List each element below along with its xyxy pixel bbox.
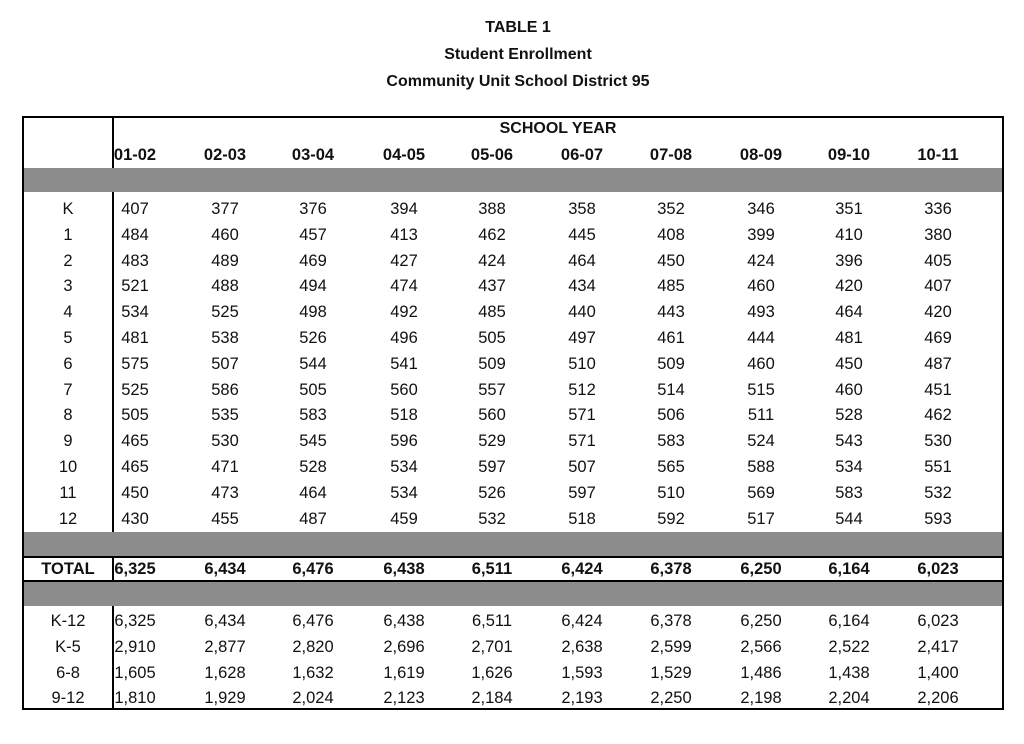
table-cell: 459 (390, 509, 418, 528)
table-cell: 377 (211, 200, 239, 218)
table-cell: 528 (835, 406, 863, 425)
table-cell: 2,193 (561, 689, 603, 708)
table-cell: 388 (478, 200, 506, 218)
table-cell: 544 (299, 354, 327, 373)
table-cell: 1,438 (828, 663, 870, 682)
table-cell: 6,424 (561, 612, 603, 630)
table-cell: 6,476 (292, 560, 334, 578)
table-cell: 460 (747, 277, 775, 296)
table-cell: 420 (924, 303, 952, 322)
grade-row (24, 402, 1002, 428)
table-cell: 525 (121, 380, 149, 399)
table-cell: 358 (568, 200, 596, 218)
table-cell: 2,701 (471, 637, 513, 656)
table-cell: 521 (121, 277, 149, 296)
table-cell: 460 (747, 354, 775, 373)
column-header: 07-08 (649, 146, 693, 164)
column-header: 09-10 (827, 146, 871, 164)
table-cell: 1,400 (917, 663, 959, 682)
table-cell: 525 (211, 303, 239, 322)
table-cell: 526 (478, 483, 506, 502)
table-cell: 471 (211, 458, 239, 476)
row-label: 8 (63, 406, 73, 425)
table-cell: 517 (747, 509, 775, 528)
table-cell: 351 (835, 200, 863, 218)
table-cell: 464 (568, 251, 596, 270)
table-cell: 6,023 (917, 560, 959, 578)
table-cell: 427 (390, 251, 418, 270)
table-cell: 487 (299, 509, 327, 528)
grade-row (24, 454, 1002, 480)
table-cell: 583 (835, 483, 863, 502)
row-label: 11 (59, 483, 77, 502)
table-title: Student Enrollment (444, 46, 592, 63)
table-cell: 6,511 (471, 560, 513, 578)
table-cell: 2,599 (650, 637, 692, 656)
table-cell: 484 (121, 225, 149, 244)
table-cell: 396 (835, 251, 863, 270)
table-cell: 6,023 (917, 612, 959, 630)
table-cell: 474 (390, 277, 418, 296)
table-cell: 336 (924, 200, 952, 218)
table-cell: 571 (568, 406, 596, 425)
column-header: 04-05 (382, 146, 426, 164)
table-cell: 6,476 (292, 612, 334, 630)
table-cell: 407 (121, 200, 149, 218)
table-cell: 2,877 (204, 637, 246, 656)
table-cell: 518 (568, 509, 596, 528)
row-label: 3 (63, 277, 73, 296)
table-cell: 450 (121, 483, 149, 502)
row-label: 6-8 (56, 663, 80, 682)
table-cell: 485 (478, 303, 506, 322)
row-label: 1 (63, 225, 73, 244)
table-cell: 512 (568, 380, 596, 399)
table-cell: 6,325 (114, 560, 156, 578)
enrollment-table (22, 116, 1004, 710)
table-cell: 455 (211, 509, 239, 528)
table-cell: 408 (657, 225, 685, 244)
row-label: 2 (63, 251, 73, 270)
table-cell: 592 (657, 509, 685, 528)
table-cell: 518 (390, 406, 418, 425)
column-header: 10-11 (917, 146, 959, 164)
table-cell: 483 (121, 251, 149, 270)
table-cell: 510 (657, 483, 685, 502)
table-cell: 462 (478, 225, 506, 244)
table-cell: 1,632 (292, 663, 334, 682)
table-cell: 437 (478, 277, 506, 296)
table-cell: 515 (747, 380, 775, 399)
table-cell: 488 (211, 277, 239, 296)
table-cell: 6,438 (383, 612, 425, 630)
row-label: K-5 (55, 637, 81, 656)
table-cell: 6,511 (471, 612, 513, 630)
table-cell: 588 (747, 458, 775, 476)
column-header: 05-06 (470, 146, 514, 164)
table-cell: 505 (121, 406, 149, 425)
column-header: 01-02 (113, 146, 157, 164)
grade-row (24, 196, 1002, 222)
grade-row (24, 377, 1002, 403)
column-header: 08-09 (739, 146, 783, 164)
table-cell: 444 (747, 329, 775, 347)
table-cell: 541 (390, 354, 418, 373)
table-cell: 2,522 (828, 637, 870, 656)
table-cell: 505 (299, 380, 327, 399)
table-cell: 571 (568, 432, 596, 451)
row-label: TOTAL (41, 560, 95, 578)
table-cell: 465 (121, 432, 149, 451)
table-cell: 569 (747, 483, 775, 502)
table-cell: 461 (657, 329, 685, 347)
table-cell: 407 (924, 277, 952, 296)
table-cell: 2,184 (471, 689, 513, 708)
total-row (24, 556, 1002, 582)
table-cell: 528 (299, 458, 327, 476)
table-cell: 2,696 (383, 637, 425, 656)
table-cell: 6,164 (828, 560, 870, 578)
row-label: 10 (58, 458, 78, 476)
table-cell: 2,638 (561, 637, 603, 656)
table-cell: 469 (299, 251, 327, 270)
table-cell: 376 (299, 200, 327, 218)
table-cell: 510 (568, 354, 596, 373)
table-cell: 450 (657, 251, 685, 270)
column-header: 03-04 (291, 146, 335, 164)
table-cell: 2,417 (917, 637, 959, 656)
table-cell: 434 (568, 277, 596, 296)
table-cell: 2,910 (114, 637, 156, 656)
table-cell: 509 (478, 354, 506, 373)
table-cell: 597 (478, 458, 506, 476)
table-cell: 492 (390, 303, 418, 322)
separator-band (24, 532, 1002, 556)
table-cell: 583 (657, 432, 685, 451)
row-label: 5 (63, 329, 73, 347)
table-cell: 551 (924, 458, 952, 476)
table-cell: 6,378 (650, 612, 692, 630)
table-cell: 2,024 (292, 689, 334, 708)
table-cell: 481 (835, 329, 863, 347)
school-year-header: SCHOOL YEAR (499, 120, 617, 137)
row-label: 9-12 (51, 689, 85, 708)
table-cell: 413 (390, 225, 418, 244)
table-cell: 593 (924, 509, 952, 528)
table-cell: 481 (121, 329, 149, 347)
table-cell: 6,378 (650, 560, 692, 578)
table-cell: 1,626 (471, 663, 513, 682)
table-cell: 346 (747, 200, 775, 218)
grade-row (24, 480, 1002, 506)
grade-row (24, 299, 1002, 325)
table-cell: 534 (835, 458, 863, 476)
table-cell: 410 (835, 225, 863, 244)
table-cell: 6,424 (561, 560, 603, 578)
table-cell: 575 (121, 354, 149, 373)
table-cell: 597 (568, 483, 596, 502)
table-cell: 424 (747, 251, 775, 270)
table-cell: 473 (211, 483, 239, 502)
table-cell: 544 (835, 509, 863, 528)
table-cell: 496 (390, 329, 418, 347)
row-label: 9 (63, 432, 73, 451)
separator-band (24, 582, 1002, 606)
row-label: 12 (58, 509, 78, 528)
table-cell: 1,486 (740, 663, 782, 682)
table-cell: 462 (924, 406, 952, 425)
table-cell: 485 (657, 277, 685, 296)
row-label: 7 (63, 380, 73, 399)
table-cell: 6,325 (114, 612, 156, 630)
grade-row (24, 351, 1002, 377)
table-cell: 394 (390, 200, 418, 218)
grade-row (24, 428, 1002, 454)
table-cell: 1,929 (204, 689, 246, 708)
table-cell: 524 (747, 432, 775, 451)
table-cell: 1,810 (114, 689, 156, 708)
table-cell: 399 (747, 225, 775, 244)
table-cell: 532 (924, 483, 952, 502)
table-cell: 6,434 (204, 612, 246, 630)
table-cell: 530 (211, 432, 239, 451)
table-cell: 1,628 (204, 663, 246, 682)
table-cell: 465 (121, 458, 149, 476)
row-label: K (62, 200, 74, 218)
table-cell: 557 (478, 380, 506, 399)
table-cell: 443 (657, 303, 685, 322)
table-cell: 543 (835, 432, 863, 451)
separator-band (24, 168, 1002, 192)
table-cell: 511 (747, 406, 775, 425)
table-cell: 6,164 (828, 612, 870, 630)
table-cell: 2,250 (650, 689, 692, 708)
table-cell: 489 (211, 251, 239, 270)
grade-row (24, 325, 1002, 351)
table-cell: 2,204 (828, 689, 870, 708)
table-cell: 6,434 (204, 560, 246, 578)
row-label: 4 (63, 303, 73, 322)
table-cell: 1,619 (383, 663, 425, 682)
table-cell: 451 (924, 380, 952, 399)
grade-row (24, 222, 1002, 248)
table-cell: 6,438 (383, 560, 425, 578)
table-cell: 464 (299, 483, 327, 502)
grade-row (24, 248, 1002, 274)
table-cell: 6,250 (740, 560, 782, 578)
table-cell: 1,593 (561, 663, 603, 682)
table-cell: 460 (835, 380, 863, 399)
row-label: K-12 (50, 612, 86, 630)
table-cell: 498 (299, 303, 327, 322)
table-cell: 560 (478, 406, 506, 425)
table-cell: 583 (299, 406, 327, 425)
table-cell: 535 (211, 406, 239, 425)
table-cell: 450 (835, 354, 863, 373)
table-cell: 445 (568, 225, 596, 244)
table-cell: 532 (478, 509, 506, 528)
table-cell: 560 (390, 380, 418, 399)
table-cell: 514 (657, 380, 685, 399)
table-cell: 526 (299, 329, 327, 347)
table-cell: 352 (657, 200, 685, 218)
table-cell: 487 (924, 354, 952, 373)
table-cell: 494 (299, 277, 327, 296)
table-cell: 534 (390, 483, 418, 502)
table-cell: 545 (299, 432, 327, 451)
group-row (24, 685, 1002, 711)
group-row (24, 608, 1002, 634)
table-cell: 405 (924, 251, 952, 270)
row-label: 6 (63, 354, 73, 373)
table-cell: 2,206 (917, 689, 959, 708)
table-cell: 457 (299, 225, 327, 244)
grade-row (24, 506, 1002, 532)
table-cell: 460 (211, 225, 239, 244)
table-cell: 509 (657, 354, 685, 373)
table-cell: 497 (568, 329, 596, 347)
table-cell: 586 (211, 380, 239, 399)
table-cell: 380 (924, 225, 952, 244)
table-cell: 464 (835, 303, 863, 322)
table-cell: 529 (478, 432, 506, 451)
table-cell: 2,820 (292, 637, 334, 656)
table-cell: 530 (924, 432, 952, 451)
table-number: TABLE 1 (485, 19, 551, 36)
table-cell: 506 (657, 406, 685, 425)
group-row (24, 634, 1002, 660)
table-cell: 493 (747, 303, 775, 322)
table-cell: 1,605 (114, 663, 156, 682)
table-cell: 534 (390, 458, 418, 476)
column-header: 02-03 (203, 146, 247, 164)
table-subtitle: Community Unit School District 95 (386, 73, 650, 90)
table-cell: 469 (924, 329, 952, 347)
table-cell: 507 (211, 354, 239, 373)
table-cell: 538 (211, 329, 239, 347)
grade-row (24, 273, 1002, 299)
table-cell: 430 (121, 509, 149, 528)
table-cell: 534 (121, 303, 149, 322)
table-cell: 565 (657, 458, 685, 476)
column-header: 06-07 (560, 146, 604, 164)
group-row (24, 660, 1002, 686)
table-cell: 596 (390, 432, 418, 451)
table-cell: 505 (478, 329, 506, 347)
table-cell: 2,566 (740, 637, 782, 656)
table-cell: 1,529 (650, 663, 692, 682)
table-cell: 424 (478, 251, 506, 270)
table-cell: 2,123 (383, 689, 425, 708)
table-caption (0, 14, 1024, 95)
table-cell: 507 (568, 458, 596, 476)
table-cell: 420 (835, 277, 863, 296)
table-cell: 2,198 (740, 689, 782, 708)
year-header-row (24, 142, 1002, 168)
table-cell: 440 (568, 303, 596, 322)
table-cell: 6,250 (740, 612, 782, 630)
